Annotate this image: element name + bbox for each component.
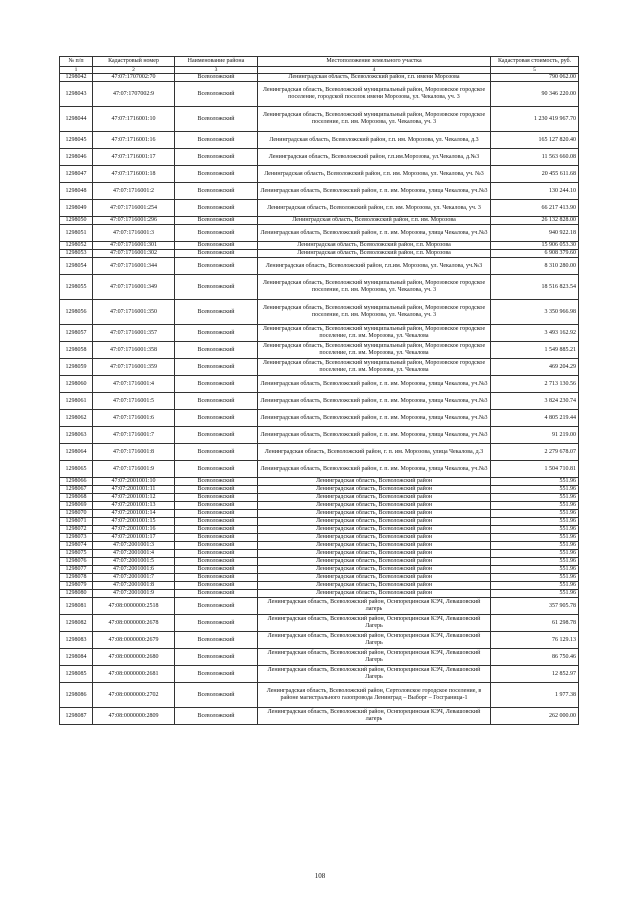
location-address: Ленинградская область, Всеволожский район, Оснпорецинская КЭЧ, Левашовский Лагерь <box>258 615 491 632</box>
cadastral-table-container <box>59 56 578 725</box>
district-name: Всеволожский <box>175 200 258 217</box>
table-row <box>60 486 579 494</box>
table-row <box>60 183 579 200</box>
cadastral-number: 47:08:0000000:2678 <box>93 615 175 632</box>
cadastral-number: 47:07:1716001:350 <box>93 300 175 325</box>
location-address: Ленинградская область, Всеволожский район <box>258 574 491 582</box>
district-name: Всеволожский <box>175 486 258 494</box>
location-address: Ленинградская область, Всеволожский район <box>258 486 491 494</box>
table-row <box>60 683 579 708</box>
cadastral-number: 47:07:2001001:5 <box>93 558 175 566</box>
table-row <box>60 275 579 300</box>
cadastral-value: 551.96 <box>491 518 579 526</box>
district-name: Всеволожский <box>175 590 258 598</box>
cadastral-number: 47:07:1707002:9 <box>93 82 175 107</box>
cadastral-number: 47:07:1716001:301 <box>93 242 175 250</box>
cadastral-value: 8 310 280.00 <box>491 258 579 275</box>
row-index: 1298070 <box>60 510 93 518</box>
location-address: Ленинградская область, Всеволожский район, г.п. им. Морозова, ул. Чекалова, уч. 3 <box>258 200 491 217</box>
cadastral-value: 551.96 <box>491 510 579 518</box>
row-index: 1298059 <box>60 359 93 376</box>
row-index: 1298055 <box>60 275 93 300</box>
cadastral-value: 61 298.78 <box>491 615 579 632</box>
table-row <box>60 166 579 183</box>
row-index: 1298082 <box>60 615 93 632</box>
location-address: Ленинградская область, Всеволожский район <box>258 558 491 566</box>
cadastral-value: 551.96 <box>491 582 579 590</box>
location-address: Ленинградская область, Всеволожский район, г.п.им. Морозова, ул. Чекалова, уч.№3 <box>258 258 491 275</box>
district-name: Всеволожский <box>175 225 258 242</box>
table-row <box>60 478 579 486</box>
header-cadastral-number: Кадастровый номер <box>93 57 175 67</box>
location-address: Ленинградская область, Всеволожский район, Оснпорецинская КЭЧ, Левашовский Лагерь <box>258 632 491 649</box>
cadastral-value: 4 805 219.44 <box>491 410 579 427</box>
row-index: 1298054 <box>60 258 93 275</box>
district-name: Всеволожский <box>175 550 258 558</box>
district-name: Всеволожский <box>175 574 258 582</box>
table-row <box>60 107 579 132</box>
column-number: 1 <box>60 67 93 74</box>
cadastral-number: 47:07:1716001:3 <box>93 225 175 242</box>
row-index: 1298080 <box>60 590 93 598</box>
cadastral-number: 47:07:1716001:344 <box>93 258 175 275</box>
district-name: Всеволожский <box>175 598 258 615</box>
district-name: Всеволожский <box>175 478 258 486</box>
location-address: Ленинградская область, Всеволожский район <box>258 494 491 502</box>
district-name: Всеволожский <box>175 534 258 542</box>
cadastral-value: 6 908 379.60 <box>491 250 579 258</box>
row-index: 1298043 <box>60 82 93 107</box>
column-number: 3 <box>175 67 258 74</box>
row-index: 1298052 <box>60 242 93 250</box>
district-name: Всеволожский <box>175 510 258 518</box>
district-name: Всеволожский <box>175 242 258 250</box>
location-address: Ленинградская область, Всеволожский район <box>258 518 491 526</box>
cadastral-value: 551.96 <box>491 590 579 598</box>
cadastral-number: 47:07:2001001:13 <box>93 502 175 510</box>
cadastral-value: 91 219.00 <box>491 427 579 444</box>
row-index: 1298085 <box>60 666 93 683</box>
row-index: 1298072 <box>60 526 93 534</box>
table-row <box>60 526 579 534</box>
cadastral-value: 66 217 413.90 <box>491 200 579 217</box>
row-index: 1298086 <box>60 683 93 708</box>
table-row <box>60 550 579 558</box>
district-name: Всеволожский <box>175 615 258 632</box>
district-name: Всеволожский <box>175 666 258 683</box>
row-index: 1298044 <box>60 107 93 132</box>
row-index: 1298050 <box>60 217 93 225</box>
row-index: 1298065 <box>60 461 93 478</box>
table-row <box>60 518 579 526</box>
district-name: Всеволожский <box>175 649 258 666</box>
cadastral-value: 551.96 <box>491 558 579 566</box>
row-index: 1298051 <box>60 225 93 242</box>
table-row <box>60 242 579 250</box>
cadastral-value: 90 346 220.00 <box>491 82 579 107</box>
location-address: Ленинградская область, Всеволожский район, г.п. им. Морозова, ул. Чекалова, уч. №3 <box>258 166 491 183</box>
location-address: Ленинградская область, Всеволожский район, г. п. им. Морозова, улица Чекалова, уч.№3 <box>258 461 491 478</box>
district-name: Всеволожский <box>175 183 258 200</box>
row-index: 1298076 <box>60 558 93 566</box>
cadastral-value-table <box>59 56 579 725</box>
column-number: 4 <box>258 67 491 74</box>
cadastral-value: 357 905.78 <box>491 598 579 615</box>
row-index: 1298066 <box>60 478 93 486</box>
district-name: Всеволожский <box>175 444 258 461</box>
cadastral-value: 551.96 <box>491 534 579 542</box>
cadastral-number: 47:07:2001001:9 <box>93 590 175 598</box>
district-name: Всеволожский <box>175 300 258 325</box>
district-name: Всеволожский <box>175 74 258 82</box>
table-row <box>60 598 579 615</box>
cadastral-number: 47:07:2001001:16 <box>93 526 175 534</box>
table-row <box>60 574 579 582</box>
cadastral-number: 47:07:1716001:16 <box>93 132 175 149</box>
cadastral-value: 551.96 <box>491 566 579 574</box>
header-index: № п/п <box>60 57 93 67</box>
district-name: Всеволожский <box>175 258 258 275</box>
table-row <box>60 258 579 275</box>
cadastral-number: 47:07:1716001:359 <box>93 359 175 376</box>
cadastral-number: 47:07:1716001:7 <box>93 427 175 444</box>
district-name: Всеволожский <box>175 107 258 132</box>
district-name: Всеволожский <box>175 542 258 550</box>
cadastral-number: 47:07:1716001:10 <box>93 107 175 132</box>
cadastral-value: 551.96 <box>491 486 579 494</box>
cadastral-value: 165 127 820.40 <box>491 132 579 149</box>
cadastral-number: 47:07:1716001:6 <box>93 410 175 427</box>
cadastral-value: 940 922.18 <box>491 225 579 242</box>
table-row <box>60 558 579 566</box>
cadastral-number: 47:07:1716001:2 <box>93 183 175 200</box>
cadastral-value: 3 824 230.74 <box>491 393 579 410</box>
location-address: Ленинградская область, Всеволожский район <box>258 582 491 590</box>
row-index: 1298073 <box>60 534 93 542</box>
row-index: 1298083 <box>60 632 93 649</box>
cadastral-value: 551.96 <box>491 574 579 582</box>
row-index: 1298079 <box>60 582 93 590</box>
cadastral-number: 47:08:0000000:2518 <box>93 598 175 615</box>
district-name: Всеволожский <box>175 217 258 225</box>
cadastral-number: 47:07:1716001:8 <box>93 444 175 461</box>
cadastral-number: 47:07:2001001:12 <box>93 494 175 502</box>
location-address: Ленинградская область, Всеволожский район, г.п.им.Морозова, ул.Чекалова, д.№3 <box>258 149 491 166</box>
district-name: Всеволожский <box>175 393 258 410</box>
location-address: Ленинградская область, Всеволожский район <box>258 526 491 534</box>
location-address: Ленинградская область, Всеволожский район, Оснпорецинская КЭЧ, Левашовский Лагерь <box>258 666 491 683</box>
table-row <box>60 342 579 359</box>
cadastral-number: 47:08:0000000:2681 <box>93 666 175 683</box>
district-name: Всеволожский <box>175 502 258 510</box>
district-name: Всеволожский <box>175 342 258 359</box>
header-location: Местоположение земельного участка <box>258 57 491 67</box>
location-address: Ленинградская область, Всеволожский район <box>258 502 491 510</box>
page-number: 108 <box>314 872 326 880</box>
row-index: 1298048 <box>60 183 93 200</box>
cadastral-value: 2 279 678.07 <box>491 444 579 461</box>
district-name: Всеволожский <box>175 582 258 590</box>
table-row <box>60 217 579 225</box>
location-address: Ленинградская область, Всеволожский район <box>258 510 491 518</box>
cadastral-value: 262 000.00 <box>491 708 579 725</box>
location-address: Ленинградская область, Всеволожский район, Сертоловское городское поселение, в районе магистрального газопровода Ленинград – Выборг – Госграница-1 <box>258 683 491 708</box>
table-row <box>60 225 579 242</box>
cadastral-value: 1 977.38 <box>491 683 579 708</box>
row-index: 1298062 <box>60 410 93 427</box>
cadastral-number: 47:07:1716001:9 <box>93 461 175 478</box>
cadastral-value: 790 062.00 <box>491 74 579 82</box>
row-index: 1298081 <box>60 598 93 615</box>
location-address: Ленинградская область, Всеволожский район, г. п. им. Морозова, улица Чекалова, уч.№3 <box>258 225 491 242</box>
location-address: Ленинградская область, Всеволожский район, г. п. им. Морозова, улица Чекалова, уч.№3 <box>258 427 491 444</box>
cadastral-number: 47:07:2001001:17 <box>93 534 175 542</box>
cadastral-value: 1 504 710.81 <box>491 461 579 478</box>
district-name: Всеволожский <box>175 132 258 149</box>
table-row <box>60 300 579 325</box>
cadastral-number: 47:07:1716001:358 <box>93 342 175 359</box>
district-name: Всеволожский <box>175 166 258 183</box>
cadastral-number: 47:07:2001001:15 <box>93 518 175 526</box>
row-index: 1298063 <box>60 427 93 444</box>
location-address: Ленинградская область, Всеволожский район, г. п. им. Морозова, улица Чекалова, д.3 <box>258 444 491 461</box>
row-index: 1298056 <box>60 300 93 325</box>
cadastral-number: 47:07:1716001:254 <box>93 200 175 217</box>
table-row <box>60 542 579 550</box>
table-row <box>60 359 579 376</box>
district-name: Всеволожский <box>175 494 258 502</box>
cadastral-number: 47:07:1716001:18 <box>93 166 175 183</box>
location-address: Ленинградская область, Всеволожский район, Оснпорецинская КЭЧ, Левашовский Лагерь <box>258 649 491 666</box>
table-row <box>60 502 579 510</box>
location-address: Ленинградская область, Всеволожский район, г. п. им. Морозова, улица Чекалова, уч.№3 <box>258 393 491 410</box>
row-index: 1298057 <box>60 325 93 342</box>
row-index: 1298069 <box>60 502 93 510</box>
location-address: Ленинградская область, Всеволожский район, г.п. имени Морозова <box>258 74 491 82</box>
row-index: 1298068 <box>60 494 93 502</box>
table-row <box>60 708 579 725</box>
cadastral-value: 2 713 130.56 <box>491 376 579 393</box>
header-district: Наименование района <box>175 57 258 67</box>
cadastral-number: 47:07:1716001:302 <box>93 250 175 258</box>
location-address: Ленинградская область, Всеволожский район <box>258 478 491 486</box>
location-address: Ленинградская область, Всеволожский район, г.п. им. Морозова, ул. Чекалова, д.3 <box>258 132 491 149</box>
cadastral-number: 47:07:2001001:10 <box>93 478 175 486</box>
column-number-row <box>60 67 579 74</box>
table-row <box>60 393 579 410</box>
cadastral-value: 551.96 <box>491 542 579 550</box>
district-name: Всеволожский <box>175 275 258 300</box>
cadastral-number: 47:07:1716001:296 <box>93 217 175 225</box>
location-address: Ленинградская область, Всеволожский муниципальный район, Морозовское городское поселение, г.п. им. Морозова, ул. Чекалова <box>258 325 491 342</box>
row-index: 1298064 <box>60 444 93 461</box>
row-index: 1298061 <box>60 393 93 410</box>
location-address: Ленинградская область, Всеволожский район <box>258 566 491 574</box>
row-index: 1298078 <box>60 574 93 582</box>
location-address: Ленинградская область, Всеволожский муниципальный район, Морозовское городское поселение, г.п. им. Морозова, ул. Чекалова, уч. 3 <box>258 107 491 132</box>
cadastral-number: 47:07:2001001:14 <box>93 510 175 518</box>
district-name: Всеволожский <box>175 427 258 444</box>
cadastral-value: 551.96 <box>491 478 579 486</box>
location-address: Ленинградская область, Всеволожский район, г. п. им. Морозова, улица Чекалова, уч.№3 <box>258 183 491 200</box>
district-name: Всеволожский <box>175 325 258 342</box>
cadastral-value: 12 852.97 <box>491 666 579 683</box>
location-address: Ленинградская область, Всеволожский район <box>258 542 491 550</box>
cadastral-value: 20 455 611.68 <box>491 166 579 183</box>
district-name: Всеволожский <box>175 82 258 107</box>
location-address: Ленинградская область, Всеволожский муниципальный район, Морозовское городское поселение, г.п. им. Морозова, ул. Чекалова <box>258 342 491 359</box>
cadastral-value: 76 129.13 <box>491 632 579 649</box>
location-address: Ленинградская область, Всеволожский муниципальный район, Морозовское городское поселение, г.п. им. Морозова, ул. Чекалова, уч. 3 <box>258 300 491 325</box>
district-name: Всеволожский <box>175 518 258 526</box>
location-address: Ленинградская область, Всеволожский муниципальный район, Морозовское городское поселение, г.п. им. Морозова, ул. Чекалова, уч. 3 <box>258 275 491 300</box>
cadastral-value: 86 750.46 <box>491 649 579 666</box>
table-row <box>60 590 579 598</box>
cadastral-value: 130 244.10 <box>491 183 579 200</box>
table-row <box>60 427 579 444</box>
table-row <box>60 82 579 107</box>
district-name: Всеволожский <box>175 683 258 708</box>
cadastral-number: 47:08:0000000:2809 <box>93 708 175 725</box>
cadastral-value: 15 906 053.30 <box>491 242 579 250</box>
table-row <box>60 200 579 217</box>
cadastral-number: 47:08:0000000:2679 <box>93 632 175 649</box>
header-cadastral-value: Кадастровая стоимость, руб. <box>491 57 579 67</box>
district-name: Всеволожский <box>175 359 258 376</box>
cadastral-value: 26 132 828.00 <box>491 217 579 225</box>
row-index: 1298077 <box>60 566 93 574</box>
location-address: Ленинградская область, Всеволожский район, г.п. им. Морозова <box>258 217 491 225</box>
cadastral-value: 1 230 419 967.70 <box>491 107 579 132</box>
district-name: Всеволожский <box>175 566 258 574</box>
table-row <box>60 494 579 502</box>
table-row <box>60 149 579 166</box>
table-row <box>60 132 579 149</box>
district-name: Всеволожский <box>175 250 258 258</box>
table-row <box>60 74 579 82</box>
table-body <box>60 74 579 725</box>
table-row <box>60 632 579 649</box>
cadastral-number: 47:07:1716001:4 <box>93 376 175 393</box>
table-row <box>60 615 579 632</box>
row-index: 1298075 <box>60 550 93 558</box>
cadastral-number: 47:07:2001001:4 <box>93 550 175 558</box>
row-index: 1298046 <box>60 149 93 166</box>
table-row <box>60 461 579 478</box>
table-row <box>60 649 579 666</box>
table-row <box>60 444 579 461</box>
table-row <box>60 534 579 542</box>
cadastral-number: 47:07:2001001:6 <box>93 566 175 574</box>
cadastral-number: 47:07:1716001:349 <box>93 275 175 300</box>
cadastral-number: 47:07:2001001:7 <box>93 574 175 582</box>
row-index: 1298047 <box>60 166 93 183</box>
cadastral-value: 18 516 823.54 <box>491 275 579 300</box>
district-name: Всеволожский <box>175 461 258 478</box>
location-address: Ленинградская область, Всеволожский район, г.п. Морозова <box>258 242 491 250</box>
cadastral-number: 47:08:0000000:2680 <box>93 649 175 666</box>
table-row <box>60 666 579 683</box>
cadastral-value: 3 493 162.92 <box>491 325 579 342</box>
location-address: Ленинградская область, Всеволожский район <box>258 550 491 558</box>
location-address: Ленинградская область, Всеволожский район, г. п. им. Морозова, улица Чекалова, уч.№3 <box>258 376 491 393</box>
cadastral-number: 47:07:1716001:5 <box>93 393 175 410</box>
cadastral-number: 47:07:2001001:3 <box>93 542 175 550</box>
table-row <box>60 325 579 342</box>
column-number: 5 <box>491 67 579 74</box>
district-name: Всеволожский <box>175 410 258 427</box>
location-address: Ленинградская область, Всеволожский район, Оснпорецинская КЭЧ, Левашовский лагерь <box>258 708 491 725</box>
row-index: 1298060 <box>60 376 93 393</box>
table-row <box>60 566 579 574</box>
district-name: Всеволожский <box>175 376 258 393</box>
cadastral-value: 469 204.29 <box>491 359 579 376</box>
cadastral-number: 47:07:1707002:70 <box>93 74 175 82</box>
district-name: Всеволожский <box>175 708 258 725</box>
location-address: Ленинградская область, Всеволожский район, г.п. Морозова <box>258 250 491 258</box>
cadastral-number: 47:07:2001001:11 <box>93 486 175 494</box>
cadastral-value: 1 549 885.21 <box>491 342 579 359</box>
header-row <box>60 57 579 67</box>
cadastral-value: 551.96 <box>491 550 579 558</box>
location-address: Ленинградская область, Всеволожский муниципальный район, Морозовское городское поселение, городской поселок имени Морозова, ул. Чекалова, уч. 3 <box>258 82 491 107</box>
row-index: 1298053 <box>60 250 93 258</box>
table-row <box>60 250 579 258</box>
column-number: 2 <box>93 67 175 74</box>
row-index: 1298049 <box>60 200 93 217</box>
location-address: Ленинградская область, Всеволожский район <box>258 590 491 598</box>
row-index: 1298071 <box>60 518 93 526</box>
cadastral-value: 551.96 <box>491 494 579 502</box>
row-index: 1298067 <box>60 486 93 494</box>
cadastral-number: 47:08:0000000:2702 <box>93 683 175 708</box>
row-index: 1298045 <box>60 132 93 149</box>
location-address: Ленинградская область, Всеволожский район <box>258 534 491 542</box>
cadastral-value: 11 563 660.08 <box>491 149 579 166</box>
cadastral-number: 47:07:1716001:357 <box>93 325 175 342</box>
row-index: 1298042 <box>60 74 93 82</box>
cadastral-number: 47:07:1716001:17 <box>93 149 175 166</box>
cadastral-number: 47:07:2001001:8 <box>93 582 175 590</box>
table-row <box>60 376 579 393</box>
district-name: Всеволожский <box>175 526 258 534</box>
table-row <box>60 410 579 427</box>
row-index: 1298058 <box>60 342 93 359</box>
district-name: Всеволожский <box>175 558 258 566</box>
table-row <box>60 582 579 590</box>
location-address: Ленинградская область, Всеволожский муниципальный район, Морозовское городское поселение, г.п. им. Морозова, ул. Чекалова <box>258 359 491 376</box>
table-row <box>60 510 579 518</box>
location-address: Ленинградская область, Всеволожский район, г. п. им. Морозова, улица Чекалова, уч.№3 <box>258 410 491 427</box>
row-index: 1298074 <box>60 542 93 550</box>
district-name: Всеволожский <box>175 149 258 166</box>
cadastral-value: 551.96 <box>491 526 579 534</box>
location-address: Ленинградская область, Всеволожский район, Оснпорецинская КЭЧ, Левашовский лагерь <box>258 598 491 615</box>
district-name: Всеволожский <box>175 632 258 649</box>
row-index: 1298087 <box>60 708 93 725</box>
cadastral-value: 551.96 <box>491 502 579 510</box>
cadastral-value: 3 350 966.98 <box>491 300 579 325</box>
row-index: 1298084 <box>60 649 93 666</box>
